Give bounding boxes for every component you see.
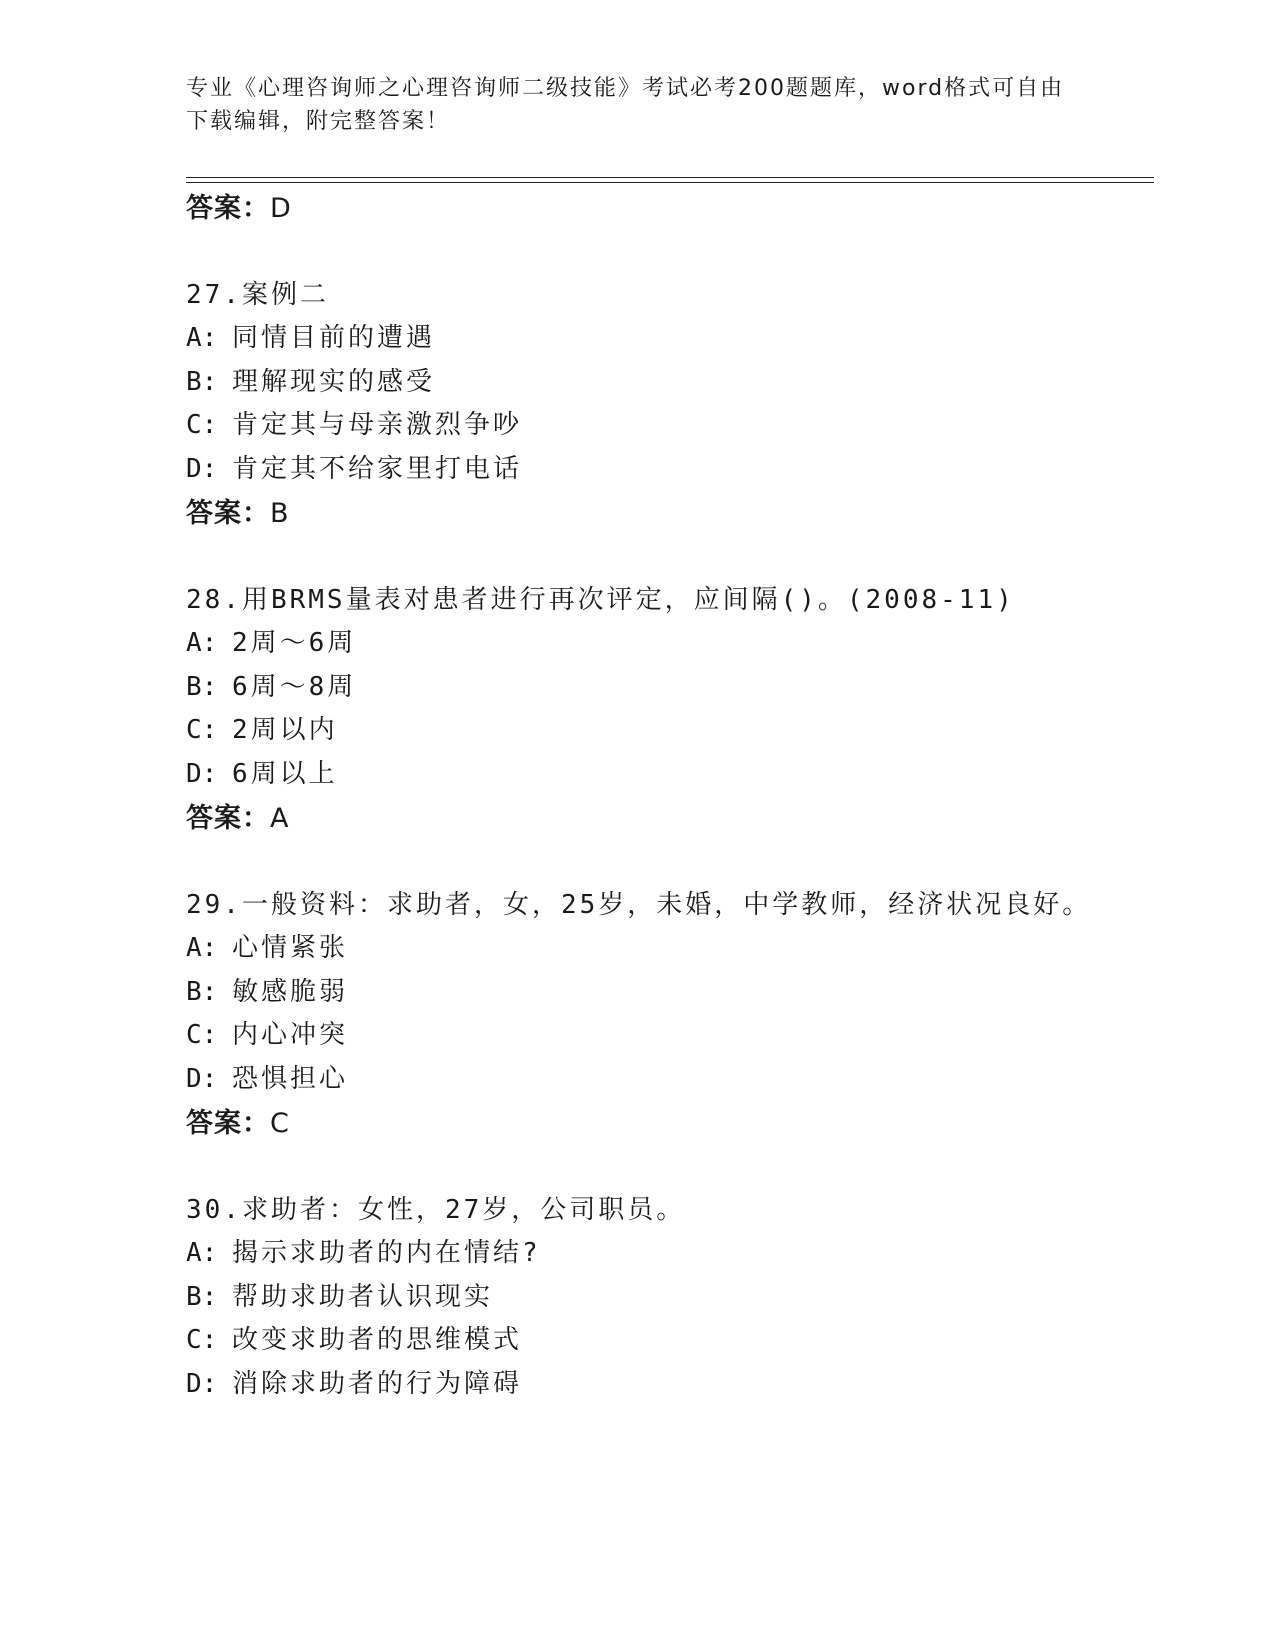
option-d	[186, 753, 338, 790]
answer-line	[186, 1101, 290, 1140]
option-text: 2周以内	[232, 715, 338, 745]
option-b	[186, 971, 348, 1008]
option-b	[186, 361, 435, 398]
option-key: C:	[186, 715, 218, 745]
answer-label: 答案：	[186, 498, 270, 529]
option-key: B:	[186, 1282, 218, 1312]
option-c	[186, 709, 338, 746]
option-a	[186, 1232, 541, 1269]
header-divider-secondary	[186, 182, 1154, 183]
option-key: D:	[186, 1369, 218, 1399]
option-key: B:	[186, 672, 218, 702]
option-key: D:	[186, 759, 218, 789]
question-30: 30.求助者：女性，27岁，公司职员。	[186, 1195, 686, 1225]
answer-line	[186, 186, 292, 225]
option-key: C:	[186, 410, 218, 440]
option-key: A:	[186, 933, 218, 963]
option-text: 2周～6周	[232, 628, 357, 658]
option-d	[186, 1058, 348, 1095]
answer-label: 答案：	[186, 803, 270, 834]
option-c	[186, 1319, 522, 1356]
option-key: B:	[186, 367, 218, 397]
answer-label: 答案：	[186, 1108, 270, 1139]
option-text: 6周以上	[232, 759, 338, 789]
option-text: 敏感脆弱	[232, 977, 349, 1007]
option-key: C:	[186, 1020, 218, 1050]
option-b	[186, 666, 356, 703]
option-text: 帮助求助者认识现实	[232, 1282, 494, 1312]
option-key: C:	[186, 1325, 218, 1355]
option-key: A:	[186, 628, 218, 658]
option-d	[186, 448, 522, 485]
header-divider	[186, 177, 1154, 178]
answer-value: C	[270, 1108, 290, 1139]
option-key: D:	[186, 454, 218, 484]
question-29: 29.一般资料：求助者，女，25岁，未婚，中学教师，经济状况良好。	[186, 890, 1092, 920]
answer-line	[186, 491, 290, 530]
option-a	[186, 622, 356, 659]
option-text: 内心冲突	[232, 1020, 349, 1050]
option-a	[186, 927, 348, 964]
option-key: A:	[186, 323, 218, 353]
option-d	[186, 1363, 522, 1400]
option-key: A:	[186, 1238, 218, 1268]
answer-value: A	[270, 803, 290, 834]
option-key: D:	[186, 1064, 218, 1094]
option-text: 揭示求助者的内在情结?	[232, 1238, 541, 1268]
option-text: 心情紧张	[232, 933, 349, 963]
option-text: 理解现实的感受	[232, 367, 436, 397]
question-27: 27.案例二	[186, 280, 329, 310]
option-c	[186, 404, 522, 441]
question-28: 28.用BRMS量表对患者进行再次评定，应间隔()。(2008-11)	[186, 585, 1015, 615]
option-text: 恐惧担心	[232, 1064, 349, 1094]
option-b	[186, 1276, 493, 1313]
answer-line	[186, 796, 289, 835]
answer-label: 答案：	[186, 193, 270, 224]
option-text: 肯定其不给家里打电话	[232, 454, 523, 484]
option-text: 同情目前的遭遇	[232, 323, 436, 353]
option-a	[186, 317, 435, 354]
option-text: 肯定其与母亲激烈争吵	[232, 410, 523, 440]
answer-value: B	[270, 498, 290, 529]
document-header: 专业《心理咨询师之心理咨询师二级技能》考试必考200题题库，word格式可自由下载编辑，附完整答案！	[186, 76, 1065, 134]
option-text: 消除求助者的行为障碍	[232, 1369, 523, 1399]
answer-value: D	[270, 193, 292, 224]
option-text: 6周～8周	[232, 672, 357, 702]
option-key: B:	[186, 977, 218, 1007]
option-c	[186, 1014, 348, 1051]
option-text: 改变求助者的思维模式	[232, 1325, 523, 1355]
